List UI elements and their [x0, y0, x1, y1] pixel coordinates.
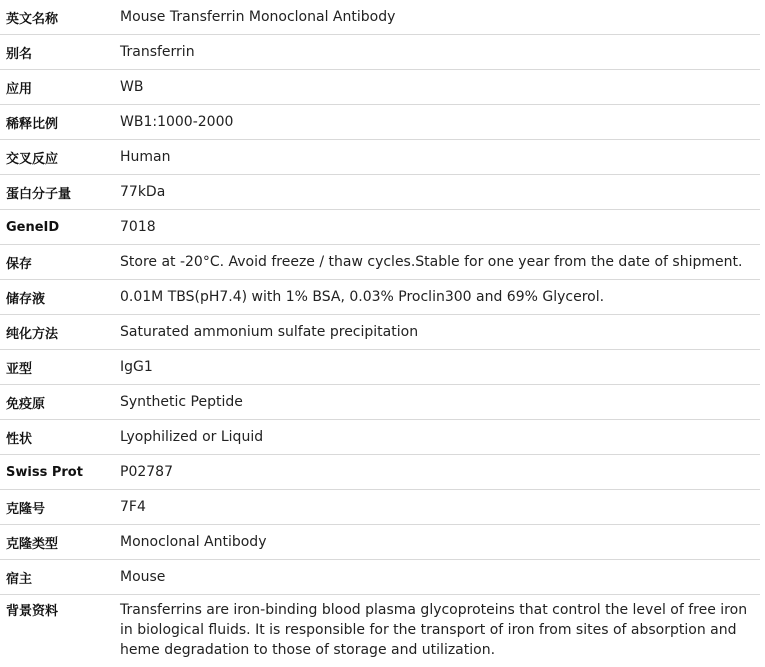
spec-label: GeneID: [0, 210, 120, 245]
spec-label: 应用: [0, 70, 120, 105]
spec-row-dilution: [0, 105, 760, 140]
spec-value: Monoclonal Antibody: [120, 525, 760, 560]
spec-label: 背景资料: [0, 595, 120, 667]
spec-row-storage-buffer: [0, 280, 760, 315]
spec-row-immunogen: [0, 385, 760, 420]
spec-row-english-name: [0, 0, 760, 35]
spec-label: 亚型: [0, 350, 120, 385]
spec-value: 7F4: [120, 490, 760, 525]
spec-label: Swiss Prot: [0, 455, 120, 490]
spec-value: WB: [120, 70, 760, 105]
spec-row-storage: [0, 245, 760, 280]
spec-label: 性状: [0, 420, 120, 455]
spec-value: Store at -20°C. Avoid freeze / thaw cycles.Stable for one year from the date of shipment.: [120, 245, 760, 280]
spec-value: Mouse Transferrin Monoclonal Antibody: [120, 0, 760, 35]
spec-value: 0.01M TBS(pH7.4) with 1% BSA, 0.03% Proclin300 and 69% Glycerol.: [120, 280, 760, 315]
spec-value: 7018: [120, 210, 760, 245]
spec-label: 别名: [0, 35, 120, 70]
spec-label: 英文名称: [0, 0, 120, 35]
spec-row-host: [0, 560, 760, 595]
spec-row-gene-id: [0, 210, 760, 245]
spec-row-molecular-weight: [0, 175, 760, 210]
spec-row-form: [0, 420, 760, 455]
spec-label: 克隆类型: [0, 525, 120, 560]
spec-row-swiss-prot: [0, 455, 760, 490]
spec-value: Saturated ammonium sulfate precipitation: [120, 315, 760, 350]
spec-row-isotype: [0, 350, 760, 385]
spec-label: 保存: [0, 245, 120, 280]
spec-row-purification: [0, 315, 760, 350]
spec-label: 克隆号: [0, 490, 120, 525]
spec-row-clonality: [0, 525, 760, 560]
spec-value: IgG1: [120, 350, 760, 385]
spec-value: Transferrins are iron-binding blood plasma glycoproteins that control the level of free iron in biological fluids. It is responsible for the transport of iron from sites of absorption and heme degradation to those of storage and utilization.: [120, 595, 760, 667]
spec-row-cross-reactivity: [0, 140, 760, 175]
spec-value: Transferrin: [120, 35, 760, 70]
spec-value: WB1:1000-2000: [120, 105, 760, 140]
spec-row-background: [0, 595, 760, 667]
spec-label: 蛋白分子量: [0, 175, 120, 210]
spec-value: Lyophilized or Liquid: [120, 420, 760, 455]
spec-label: 免疫原: [0, 385, 120, 420]
spec-value: Synthetic Peptide: [120, 385, 760, 420]
spec-label: 储存液: [0, 280, 120, 315]
spec-value: 77kDa: [120, 175, 760, 210]
spec-row-clone-number: [0, 490, 760, 525]
spec-value: Human: [120, 140, 760, 175]
spec-label: 宿主: [0, 560, 120, 595]
spec-label: 稀释比例: [0, 105, 120, 140]
spec-value: P02787: [120, 455, 760, 490]
spec-row-application: [0, 70, 760, 105]
spec-label: 交叉反应: [0, 140, 120, 175]
spec-row-alias: [0, 35, 760, 70]
spec-label: 纯化方法: [0, 315, 120, 350]
spec-value: Mouse: [120, 560, 760, 595]
